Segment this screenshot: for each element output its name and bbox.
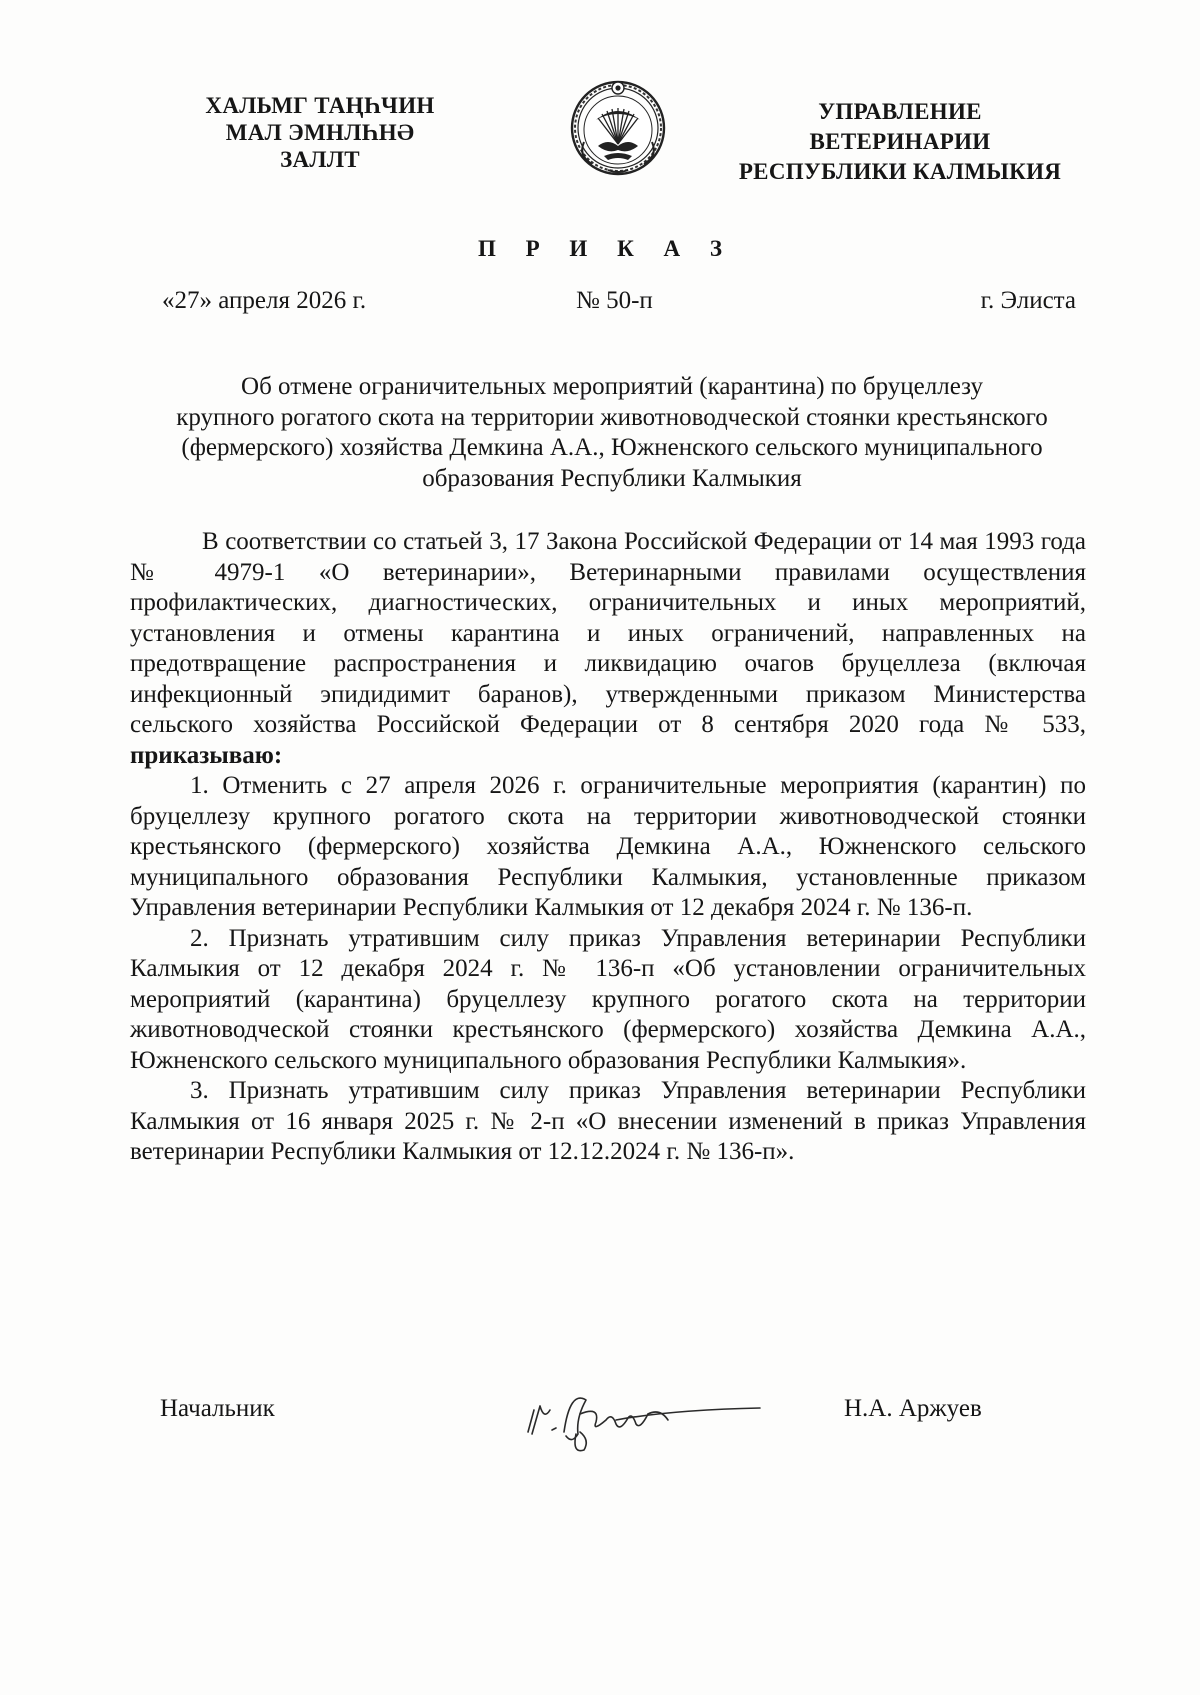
header-left-line: ХАЛЬМГ ТАҢҺЧИН bbox=[205, 93, 435, 118]
document-date: «27» апреля 2026 г. bbox=[162, 287, 367, 314]
preamble-text: В соответствии со статьей 3, 17 Закона Российской Федерации от 14 мая 1993 года № 4979-1 «О ветеринарии», Ветеринарными правилами осуществления профилактических, диагностических, ограничительных и иных мероприятий, установления и отмены карантина и иных ограничений, направленных на предотвращение распространения и ликвидацию очагов бруцеллеза (включая инфекционный эпидидимит баранов), утвержденными приказом Министерства сельского хозяйства Российской Федерации от 8 сентября 2020 года № 533, bbox=[130, 528, 1086, 738]
title-line: Об отмене ограничительных мероприятий (карантина) по бруцеллезу bbox=[241, 373, 983, 400]
header-right-line: ВЕТЕРИНАРИИ bbox=[809, 129, 991, 154]
document-title bbox=[130, 372, 1094, 494]
order-item-1: 1. Отменить с 27 апреля 2026 г. ограничительные мероприятия (карантин) по бруцеллезу крупного рогатого скота на территории животноводческой стоянки крестьянского (фермерского) хозяйства Демкина А.А., Южненского сельского муниципального образования Республики Калмыкия, установленные приказом Управления ветеринарии Республики Калмыкия от 12 декабря 2024 г. № 136-п. bbox=[130, 772, 1086, 921]
signatory-position: Начальник bbox=[160, 1395, 275, 1422]
order-item-2: 2. Признать утратившим силу приказ Управления ветеринарии Республики Калмыкия от 12 декабря 2024 г. № 136-п «Об установлении ограничительных мероприятий (карантина) бруцеллезу крупного рогатого скота на территории животноводческой стоянки крестьянского (фермерского) хозяйства Демкина А.А., Южненского сельского муниципального образования Республики Калмыкия». bbox=[130, 924, 1086, 1074]
header-left-kalmyk bbox=[170, 92, 470, 173]
header-left-line: МАЛ ЭМНЛҺНӘ bbox=[225, 120, 415, 145]
document-type: П Р И К А З bbox=[477, 236, 734, 261]
header-right-line: РЕСПУБЛИКИ КАЛМЫКИЯ bbox=[738, 159, 1062, 184]
preamble-emphasis: приказываю: bbox=[130, 741, 283, 769]
header-right-line: УПРАВЛЕНИЕ bbox=[818, 99, 982, 124]
order-item-3: 3. Признать утратившим силу приказ Управления ветеринарии Республики Калмыкия от 16 января 2025 г. № 2-п «О внесении изменений в приказ Управления ветеринарии Республики Калмыкия от 12.12.2024 г. № 136-п». bbox=[130, 1077, 1086, 1165]
document-number: № 50-п bbox=[576, 287, 653, 314]
header-left-line: ЗАЛЛТ bbox=[280, 147, 360, 172]
document-city: г. Элиста bbox=[980, 287, 1076, 314]
title-line: (фермерского) хозяйства Демкина А.А., Южненского сельского муниципального bbox=[181, 434, 1043, 461]
document-body bbox=[130, 527, 1086, 1168]
title-line: образования Республики Калмыкия bbox=[422, 464, 802, 492]
handwritten-signature bbox=[520, 1370, 770, 1460]
title-line: крупного рогатого скота на территории животноводческой стоянки крестьянского bbox=[176, 403, 1048, 431]
signatory-name: Н.А. Аржуев bbox=[844, 1395, 982, 1422]
preamble-paragraph bbox=[130, 527, 1086, 771]
kalmykia-coat-of-arms-icon bbox=[568, 78, 668, 178]
header-right-russian bbox=[715, 97, 1085, 187]
